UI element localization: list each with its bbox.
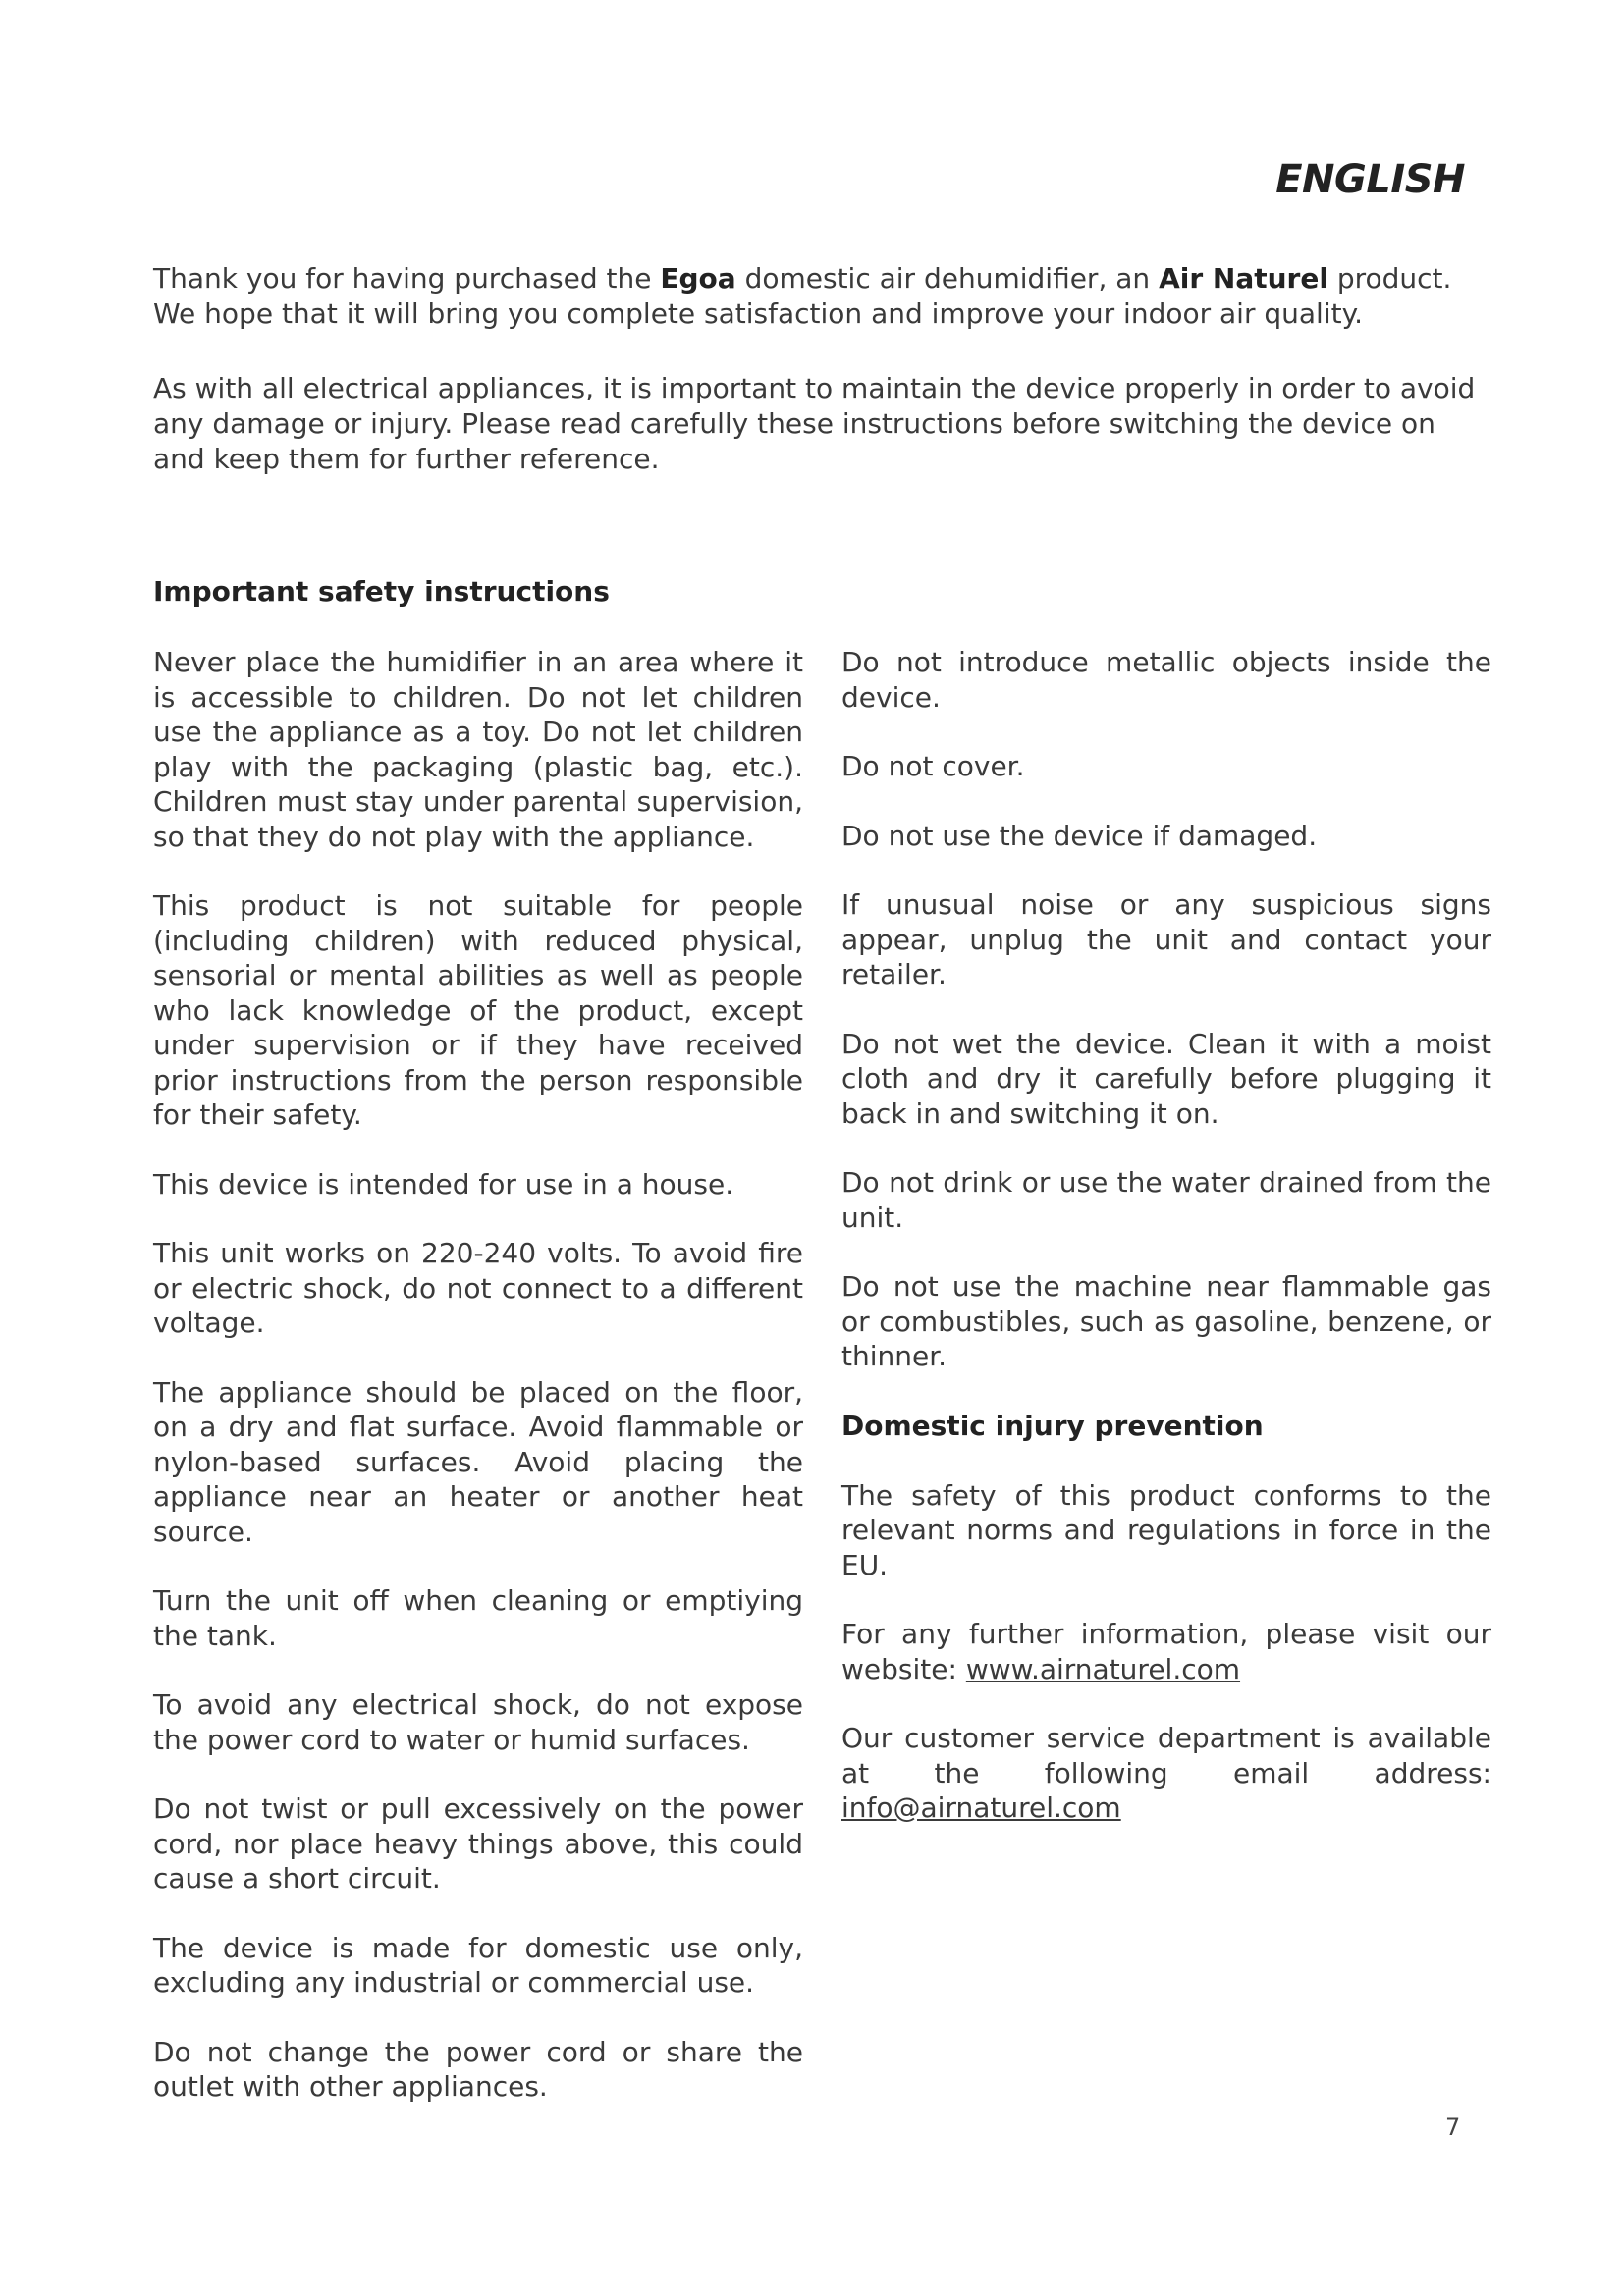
intro-text-c: product. We hope that it will bring you complete satisfaction and improve your indoor air quality. xyxy=(153,262,1452,330)
website-link[interactable]: www.airnaturel.com xyxy=(965,1652,1241,1685)
safety-item: Do not change the power cord or share the outlet with other appliances. xyxy=(153,2035,803,2103)
email-prompt: Our customer service department is available at the following email address: xyxy=(841,1722,1491,1789)
intro-text-b: domestic air dehumidifier, an xyxy=(735,262,1160,294)
safety-item: Do not drink or use the water drained from the unit. xyxy=(841,1166,1491,1234)
safety-item: To avoid any electrical shock, do not expose the power cord to water or humid surfaces. xyxy=(153,1688,803,1756)
safety-item: Do not use the machine near flammable gas or combustibles, such as gasoline, benzene, or thinner. xyxy=(841,1270,1491,1372)
safety-item: Do not cover. xyxy=(841,750,1025,782)
safety-item: Do not wet the device. Clean it with a moist cloth and dry it carefully before plugging it back in and switching it on. xyxy=(841,1027,1491,1130)
safety-item: The device is made for domestic use only, excluding any industrial or commercial use. xyxy=(153,1931,803,1999)
safety-item: Turn the unit off when cleaning or emptiying the tank. xyxy=(153,1584,803,1652)
safety-item: If unusual noise or any suspicious signs appear, unplug the unit and contact your retailer. xyxy=(841,888,1491,990)
maker-name: Air Naturel xyxy=(1159,262,1328,294)
intro-paragraph-2: As with all electrical appliances, it is important to maintain the device properly in order to avoid any damage or injury. Please read carefully these instructions before switching the device on and keep them for further reference. xyxy=(153,372,1476,475)
website-prompt: For any further information, please visit our website: xyxy=(841,1618,1491,1685)
page-number: 7 xyxy=(1445,2113,1461,2141)
language-heading: ENGLISH xyxy=(1275,157,1465,202)
safety-column-left xyxy=(153,645,803,2139)
intro-paragraph-1 xyxy=(153,261,1489,332)
safety-item: This unit works on 220-240 volts. To avoid fire or electric shock, do not connect to a different voltage. xyxy=(153,1237,803,1339)
safety-item: This product is not suitable for people (including children) with reduced physical, sensorial or mental abilities as well as people who lack knowledge of the product, except under supervision or if they have received prior instructions from the person responsible for their safety. xyxy=(153,889,803,1131)
intro-text-a: Thank you for having purchased the xyxy=(153,262,661,294)
safety-item: Do not twist or pull excessively on the power cord, nor place heavy things above, this could cause a short circuit. xyxy=(153,1792,803,1895)
safety-heading: Important safety instructions xyxy=(153,575,610,608)
safety-item: Do not use the device if damaged. xyxy=(841,819,1318,852)
email-link[interactable]: info@airnaturel.com xyxy=(841,1791,1121,1824)
safety-item: This device is intended for use in a house. xyxy=(153,1167,734,1201)
safety-item: Never place the humidifier in an area where it is accessible to children. Do not let children use the appliance as a toy. Do not let children play with the packaging (plastic bag, etc.). Children must stay under parental supervision, so that they do not play with the appliance. xyxy=(153,646,803,853)
safety-column-right xyxy=(841,645,1491,1860)
brand-name: Egoa xyxy=(660,262,736,294)
safety-item: Do not introduce metallic objects inside the device. xyxy=(841,646,1491,714)
injury-paragraph-3 xyxy=(841,1721,1491,1826)
injury-paragraph-1: The safety of this product conforms to the relevant norms and regulations in force in the EU. xyxy=(841,1478,1491,1581)
injury-heading: Domestic injury prevention xyxy=(841,1409,1264,1442)
safety-item: The appliance should be placed on the floor, on a dry and flat surface. Avoid flammable or nylon-based surfaces. Avoid placing the appliance near an heater or another heat source. xyxy=(153,1375,803,1548)
injury-paragraph-2 xyxy=(841,1617,1491,1686)
